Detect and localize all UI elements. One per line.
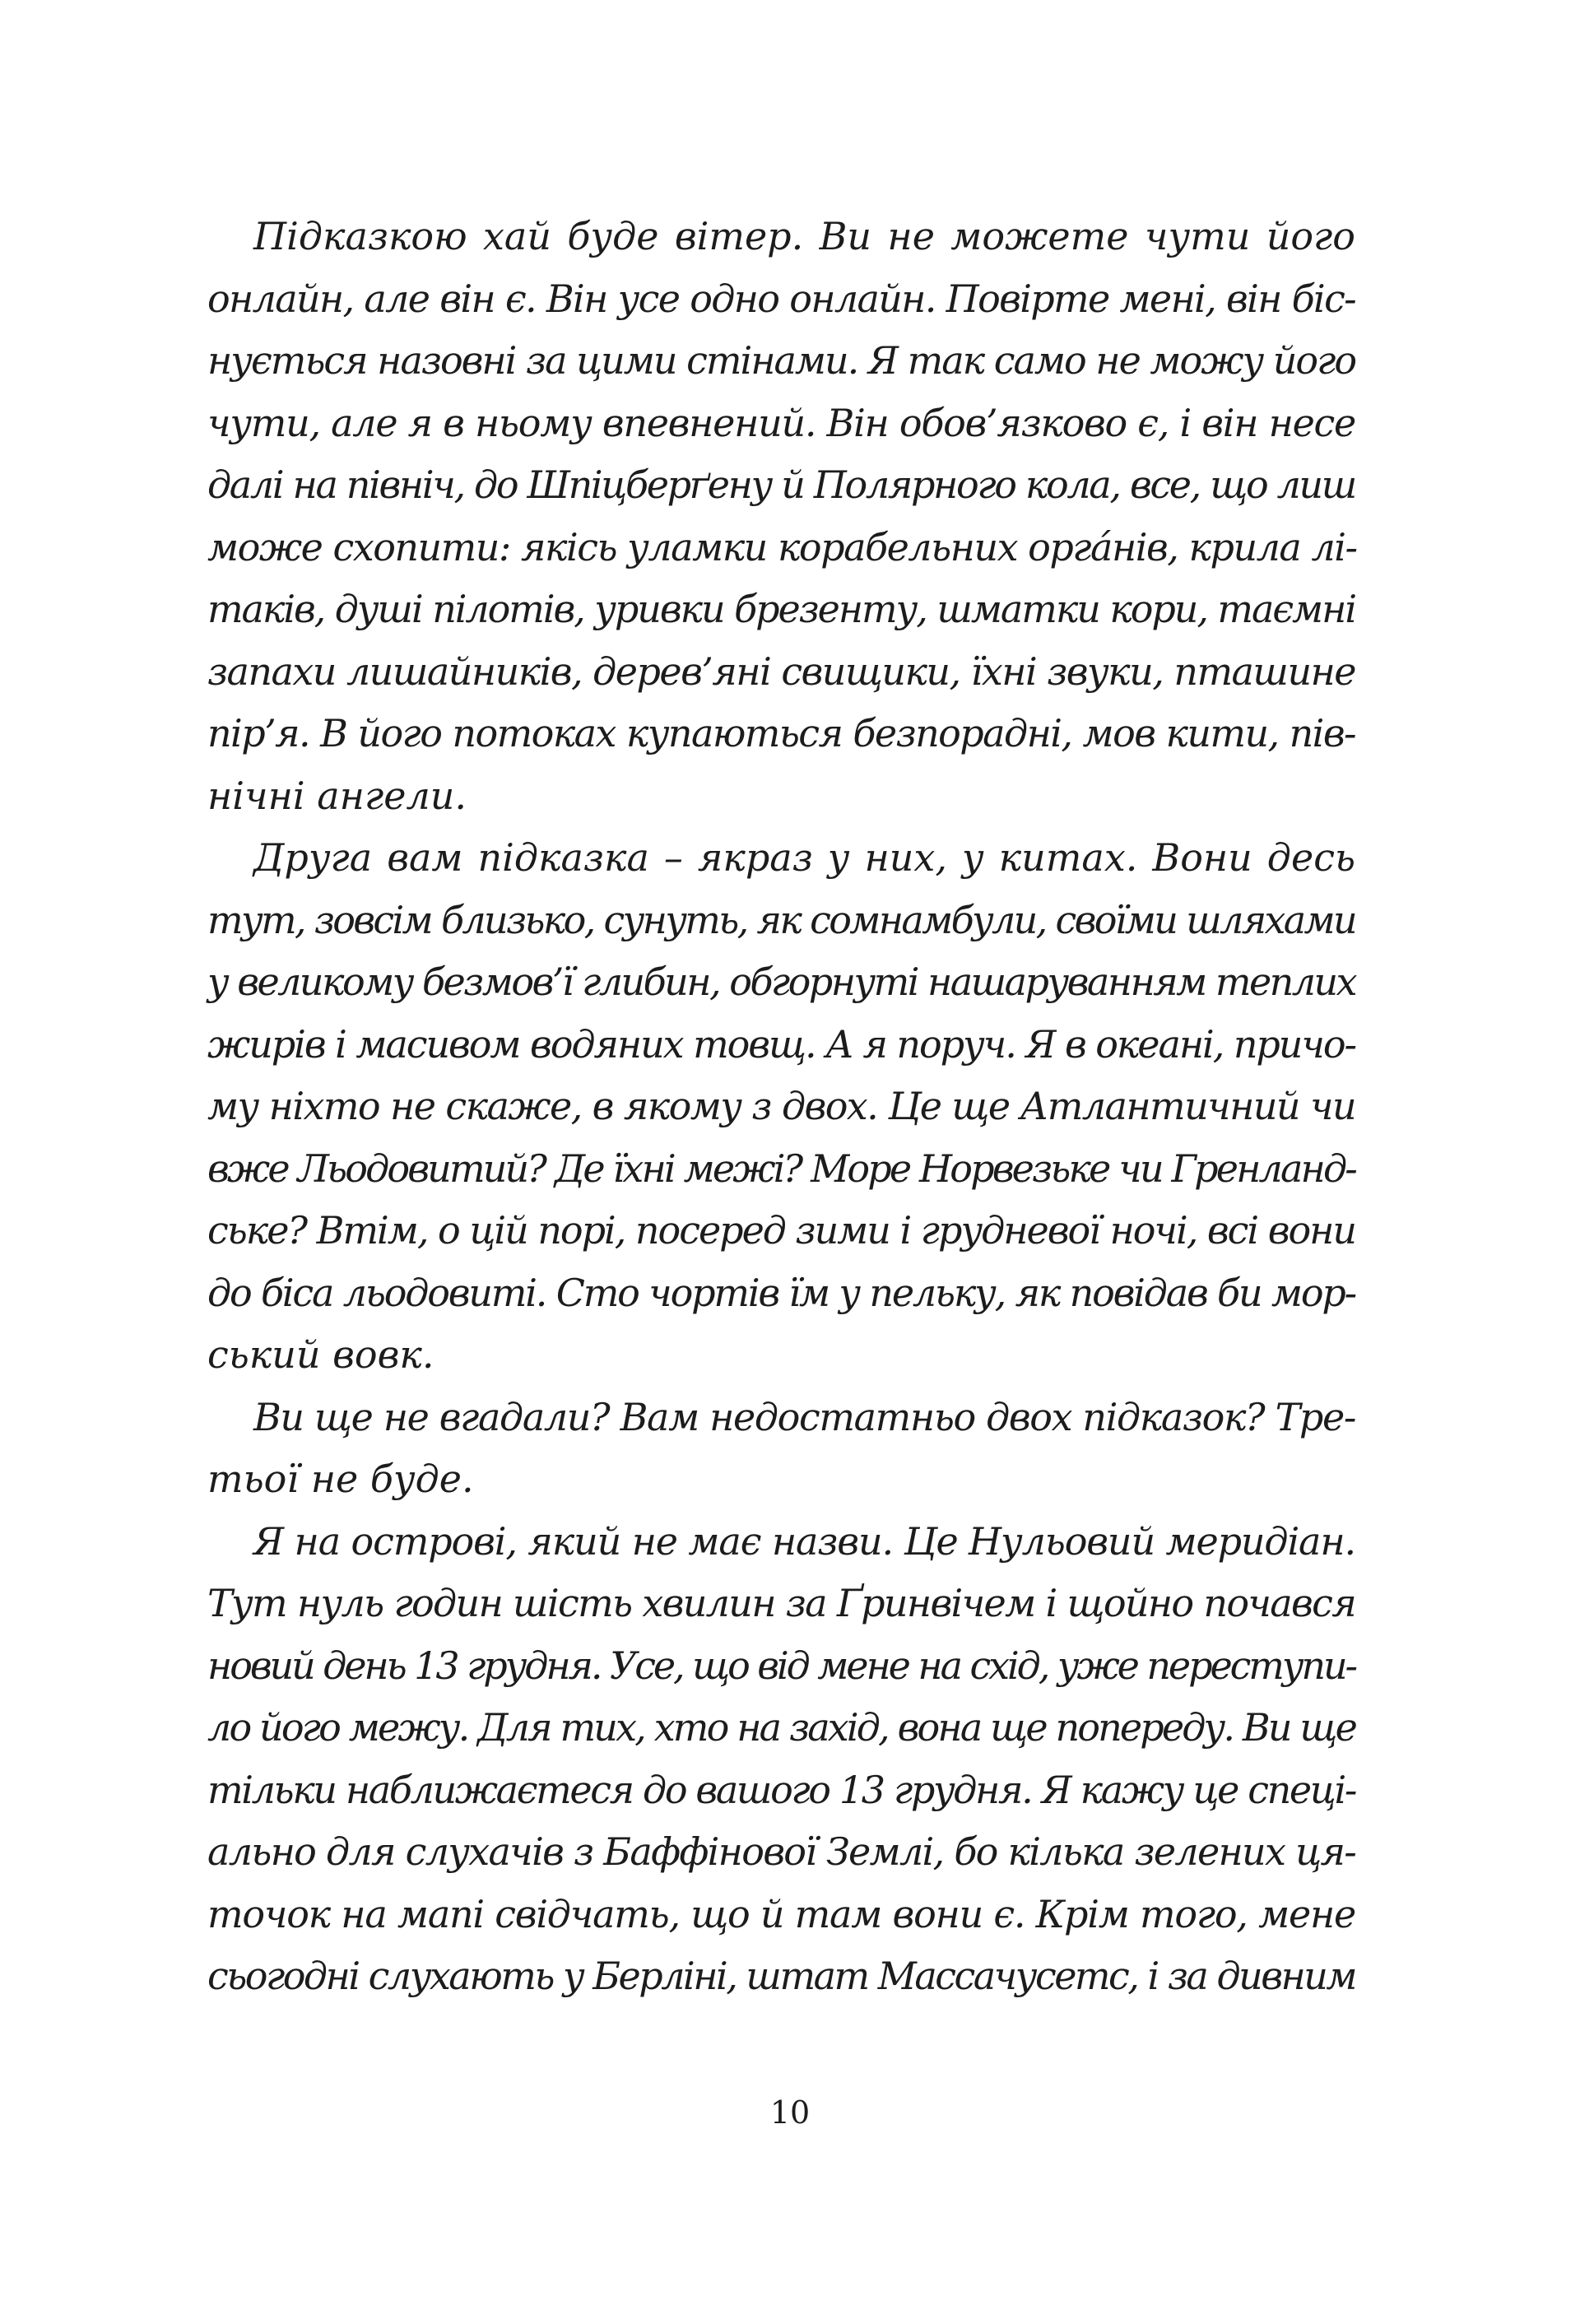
text-line: запахи лишайників, дерев’яні свищики, їхні звуки, пташине (207, 648, 1355, 694)
body-text (207, 206, 1355, 2008)
text-line: Підказкою хай буде вітер. Ви не можете чути його (253, 214, 1355, 258)
text-line: ально для слухачів з Баффінової Землі, бо кілька зелених ця- (207, 1829, 1356, 1874)
text-line: Друга вам підказка – якраз у них, у китах. Вони десь (253, 835, 1355, 880)
text-line: ське? Втім, о цій порі, посеред зими і грудневої ночі, всі вони (207, 1208, 1356, 1253)
text-line: чути, але я в ньому впевнений. Він обов’язково є, і він несе (207, 400, 1355, 445)
text-line: Тут нуль годин шість хвилин за Ґринвічем і щойно почався (207, 1581, 1356, 1625)
text-line: нується назовні за цими стінами. Я так само не можу його (207, 338, 1356, 383)
text-line: пір’я. В його потоках купаються безпорадні, мов кити, пів- (207, 711, 1355, 755)
text-line: тільки наближаєтеся до вашого 13 грудня. Я кажу це спеці- (207, 1767, 1355, 1812)
text-line: тьої не буде. (207, 1457, 474, 1501)
text-line: тут, зовсім близько, сунуть, як сомнамбули, своїми шляхами (207, 897, 1355, 942)
page-number: 10 (769, 2094, 811, 2131)
text-line: нічні ангели. (207, 773, 467, 818)
text-line: ло його межу. Для тих, хто на захід, вона ще попереду. Ви ще (207, 1705, 1355, 1750)
text-line: до біса льодовиті. Сто чортів їм у пельку, як повідав би мор- (207, 1270, 1355, 1315)
text-line: онлайн, але він є. Він усе одно онлайн. Повірте мені, він біс- (207, 276, 1356, 321)
text-line: Я на острові, який не має назви. Це Нульовий меридіан. (253, 1518, 1356, 1564)
text-line: вже Льодовитий? Де їхні межі? Море Норвезьке чи Гренланд- (207, 1146, 1356, 1191)
text-line: му ніхто не скаже, в якому з двох. Це ще Атлантичний чи (207, 1084, 1356, 1128)
text-line: може схопити: якісь уламки корабельних орга́нів, крила лі- (207, 524, 1357, 569)
text-line: далі на північ, до Шпіцберґену й Полярного кола, все, що лиш (207, 462, 1356, 507)
text-line: сьогодні слухають у Берліні, штат Массачусетс, і за дивним (207, 1954, 1356, 1998)
text-line: новий день 13 грудня. Усе, що від мене на схід, уже переступи- (207, 1643, 1355, 1688)
text-line: у великому безмов’ї глибин, обгорнуті нашаруванням теплих (207, 960, 1355, 1004)
text-line: жирів і масивом водяних товщ. А я поруч. Я в океані, причо- (207, 1021, 1356, 1067)
text-line: точок на мапі свідчать, що й там вони є. Крім того, мене (207, 1891, 1356, 1936)
text-line: ський вовк. (207, 1332, 434, 1377)
text-line: Ви ще не вгадали? Вам недостатньо двох підказок? Тре- (253, 1394, 1355, 1439)
text-line: таків, душі пілотів, уривки брезенту, шматки кори, таємні (207, 587, 1355, 631)
